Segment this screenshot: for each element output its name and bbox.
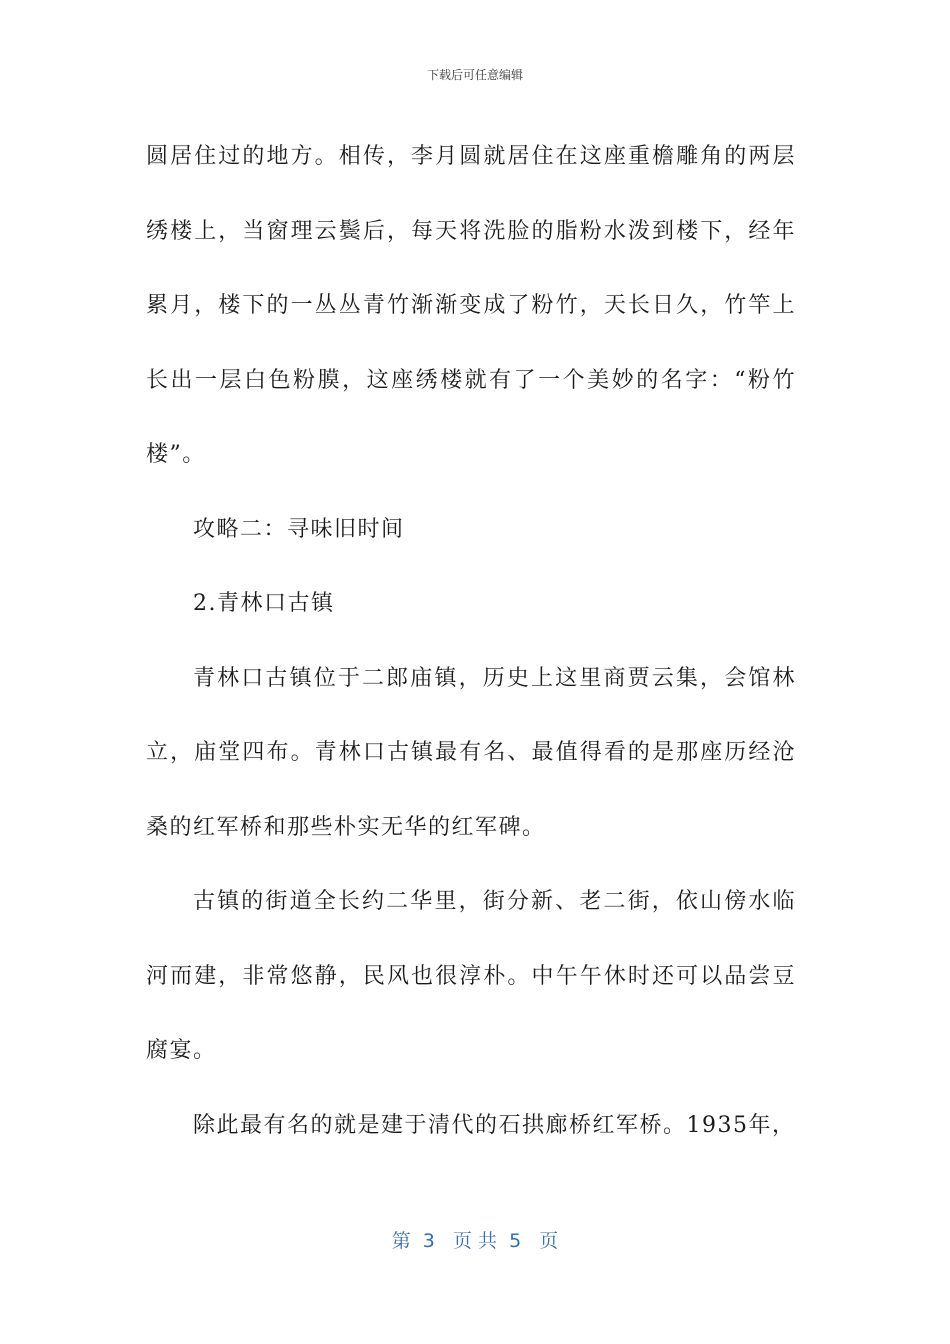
subsection-heading: 2.青林口古镇 — [193, 591, 335, 616]
paragraph-3: 古镇的街道全长约二华里，街分新、老二街，依山傍水临河而建，非常悠静，民风也很淳朴。中午午休时还可以品尝豆腐宴。 — [146, 889, 796, 1063]
section-heading: 攻略二：寻味旧时间 — [193, 516, 405, 542]
page-header: 下载后可任意编辑 — [426, 68, 523, 82]
page-number-footer: 第 3 页 共 5 页 — [391, 1230, 559, 1252]
paragraph-1: 圆居住过的地方。相传，李月圆就居住在这座重檐雕角的两层绣楼上，当窗理云鬓后，每天将洗脸的脂粉水泼到楼下，经年累月，楼下的一丛丛青竹渐渐变成了粉竹，天长日久，竹竿上长出一层白色粉膜，这座绣楼就有了一个美妙的名字：“粉竹楼”。 — [146, 144, 796, 467]
paragraph-4: 除此最有名的就是建于清代的石拱廊桥红军桥。1935年， — [193, 1112, 796, 1138]
paragraph-2: 青林口古镇位于二郎庙镇，历史上这里商贾云集，会馆林立，庙堂四布。青林口古镇最有名、最值得看的是那座历经沧桑的红军桥和那些朴实无华的红军碑。 — [146, 665, 796, 840]
document-body — [146, 120, 796, 1163]
